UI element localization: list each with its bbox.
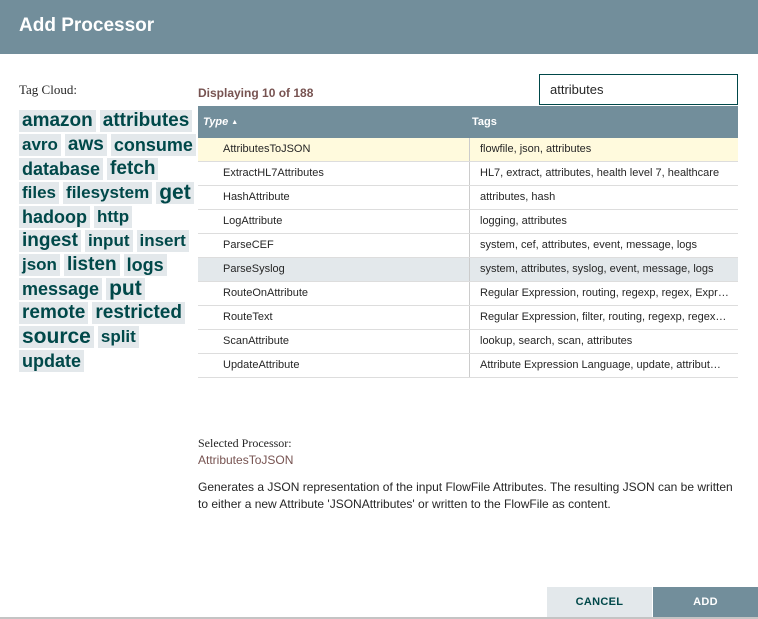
- cell-tags: Regular Expression, filter, routing, regexp, regex…: [469, 306, 738, 329]
- cell-type: LogAttribute: [223, 215, 283, 227]
- tag-message[interactable]: message: [19, 278, 102, 300]
- cell-type: ScanAttribute: [223, 335, 290, 347]
- table-row[interactable]: [198, 330, 738, 354]
- cell-type: ParseSyslog: [223, 263, 285, 275]
- column-header-tags[interactable]: Tags: [472, 116, 497, 128]
- cell-type: HashAttribute: [223, 191, 290, 203]
- table-row[interactable]: [198, 138, 738, 162]
- tag-http[interactable]: http: [94, 206, 132, 228]
- cell-type: UpdateAttribute: [223, 359, 300, 371]
- tag-logs[interactable]: logs: [124, 254, 167, 276]
- tag-database[interactable]: database: [19, 158, 103, 180]
- column-header-type[interactable]: [203, 116, 238, 128]
- table-row[interactable]: [198, 306, 738, 330]
- tag-avro[interactable]: avro: [19, 134, 61, 156]
- tag-filesystem[interactable]: filesystem: [63, 182, 152, 204]
- table-row[interactable]: [198, 354, 738, 378]
- table-body: [198, 138, 738, 378]
- tag-cloud: [19, 110, 197, 372]
- tag-fetch[interactable]: fetch: [107, 158, 158, 180]
- cell-tags: logging, attributes: [469, 210, 738, 233]
- table-row[interactable]: [198, 186, 738, 210]
- processor-filter-input[interactable]: [539, 74, 738, 105]
- processor-table: [198, 106, 738, 378]
- tag-split[interactable]: split: [98, 326, 139, 348]
- cell-tags: HL7, extract, attributes, health level 7, healthcare: [469, 162, 738, 185]
- tag-hadoop[interactable]: hadoop: [19, 206, 90, 228]
- cell-type: AttributesToJSON: [223, 143, 311, 155]
- tag-listen[interactable]: listen: [64, 254, 120, 276]
- tag-consume[interactable]: consume: [111, 134, 196, 156]
- cell-tags: lookup, search, scan, attributes: [469, 330, 738, 353]
- tag-attributes[interactable]: attributes: [100, 110, 193, 132]
- tag-amazon[interactable]: amazon: [19, 110, 96, 132]
- cell-tags: Attribute Expression Language, update, attribut…: [469, 354, 738, 377]
- table-row[interactable]: [198, 162, 738, 186]
- selected-processor-name: AttributesToJSON: [198, 453, 294, 467]
- cell-tags: attributes, hash: [469, 186, 738, 209]
- table-row[interactable]: [198, 282, 738, 306]
- tag-insert[interactable]: insert: [137, 230, 189, 252]
- tag-json[interactable]: json: [19, 254, 60, 276]
- selected-processor-label: Selected Processor:: [198, 436, 292, 450]
- cell-type: ExtractHL7Attributes: [223, 167, 324, 179]
- tag-files[interactable]: files: [19, 182, 59, 204]
- cancel-button[interactable]: CANCEL: [547, 587, 652, 617]
- table-row[interactable]: [198, 234, 738, 258]
- cell-type: RouteText: [223, 311, 273, 323]
- table-row[interactable]: [198, 258, 738, 282]
- displaying-count: Displaying 10 of 188: [198, 86, 314, 100]
- cell-tags: flowfile, json, attributes: [469, 138, 738, 161]
- cell-type: RouteOnAttribute: [223, 287, 308, 299]
- dialog-title: Add Processor: [19, 15, 155, 36]
- table-row[interactable]: [198, 210, 738, 234]
- tag-cloud-label: Tag Cloud:: [19, 82, 77, 97]
- selected-processor-description: Generates a JSON representation of the input FlowFile Attributes. The resulting JSON can be written to either a new Attribute 'JSONAttributes' or written to the FlowFile as content.: [198, 480, 733, 511]
- tag-input[interactable]: input: [85, 230, 133, 252]
- tag-get[interactable]: get: [156, 182, 194, 204]
- tag-put[interactable]: put: [106, 278, 145, 300]
- cell-tags: system, attributes, syslog, event, message, logs: [469, 258, 738, 281]
- tag-update[interactable]: update: [19, 350, 84, 372]
- dialog-header: [0, 0, 758, 54]
- cell-type: ParseCEF: [223, 239, 274, 251]
- cell-tags: Regular Expression, routing, regexp, regex, Expr…: [469, 282, 738, 305]
- column-header-type-label: Type: [203, 116, 229, 128]
- tag-source[interactable]: source: [19, 326, 94, 348]
- tag-ingest[interactable]: ingest: [19, 230, 81, 252]
- cell-tags: system, cef, attributes, event, message, logs: [469, 234, 738, 257]
- table-header: [198, 106, 738, 138]
- add-button[interactable]: ADD: [653, 587, 758, 617]
- tag-restricted[interactable]: restricted: [92, 302, 185, 324]
- tag-aws[interactable]: aws: [65, 134, 107, 156]
- tag-remote[interactable]: remote: [19, 302, 88, 324]
- sort-ascending-icon: ▲: [231, 118, 239, 126]
